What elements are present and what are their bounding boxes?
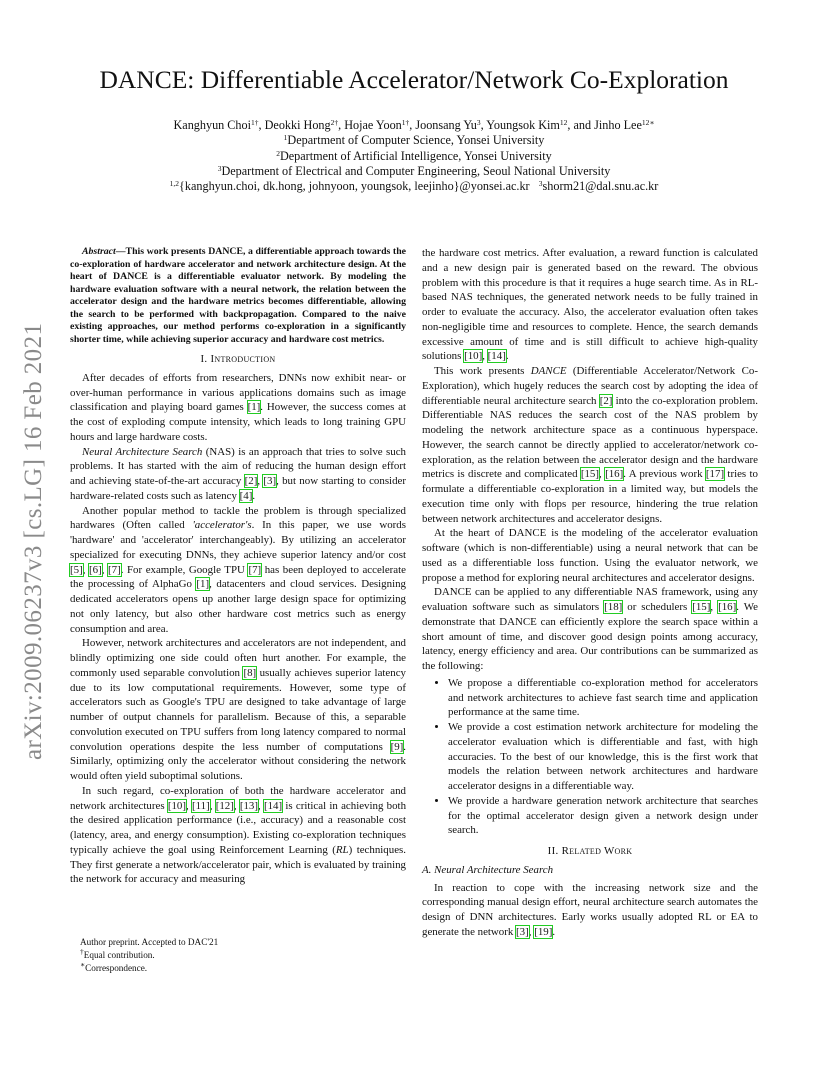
- author-name: Youngsok Kim: [486, 118, 560, 132]
- paragraph: This work presents DANCE (Differentiable Accelerator/Network Co-Exploration), which hugely reduces the search cost by adopting the idea of differentiable neural architecture search [2] into the co-exploration problem. Differentiable NAS reduces the search cost of the NAS problem by modeling the network architecture space as a continuous hyperspace. However, the search cannot be directly applied to accelerator/network co-exploration, as the relation between the accelerator design and the hardware metrics is discrete and complicated [15], [16]. A previous work [17] tries to formulate a differentiable co-exploration in a limited way, but models the execution time only with flops per resource, hindering the true relation between network architectures and accelerator designs.: [422, 365, 758, 525]
- citation-link[interactable]: [1]: [196, 578, 210, 591]
- author-name: Hojae Yoon: [344, 118, 402, 132]
- footnotes: [70, 936, 406, 975]
- author-name: Deokki Hong: [264, 118, 331, 132]
- affiliation-text: Department of Electrical and Computer Engineering, Seoul National University: [221, 163, 611, 178]
- left-column: [70, 246, 406, 887]
- paragraph: In such regard, co-exploration of both the hardware accelerator and network architectures [10], [11], [12], [13], [14] is critical in achieving both the desired application performance (i.e., accuracy) and a reasonable cost (latency, area, and energy consumption). Existing co-exploration techniques typically achieve the goal using Reinforcement Learning (RL) techniques. They first generate a network/accelerator pair, which is evaluated by training the network for accuracy and measuring: [70, 784, 407, 886]
- section-number: I.: [200, 353, 211, 365]
- author-name: Jinho Lee: [594, 118, 642, 132]
- author-name: Kanghyun Choi: [173, 118, 252, 132]
- author-sup: 1†: [251, 118, 259, 127]
- email-line: [0, 179, 828, 194]
- citation-link[interactable]: [17]: [705, 468, 725, 481]
- citation-link[interactable]: [18]: [604, 601, 623, 613]
- citation-link[interactable]: [2]: [599, 394, 613, 407]
- citation-link[interactable]: [15]: [692, 601, 711, 613]
- affiliation-text: Department of Computer Science, Yonsei University: [287, 133, 545, 148]
- citation-link[interactable]: [13]: [239, 799, 258, 812]
- affiliation-sup: 2: [276, 148, 280, 158]
- arxiv-identifier-stamp: arXiv:2009.06237v3 [cs.LG] 16 Feb 2021: [20, 322, 47, 760]
- footnote: †Equal contribution.: [80, 947, 155, 960]
- author-sup: 12: [559, 118, 568, 127]
- author-names: Kanghyun Choi$^{1\dagger}$, Deokki Hong$^{2\dagger}$, Hojae Yoon$^{1\dagger}$, Joonsang Yu$^3$, Youngsok Kim$^{12}$, and Jinho Lee$^{12∗}$: [173, 118, 655, 132]
- email-text: shorm21@dal.snu.ac.kr: [542, 179, 659, 194]
- section-heading-introduction: [70, 352, 406, 367]
- list-item: • We propose a differentiable co-exploration method for accelerators and network architectures to achieve fast search time and application performance at the same time.: [448, 676, 758, 720]
- paragraph: the hardware cost metrics. After evaluation, a reward function is calculated and a new design pair is generated based on the reward. The obvious problem with this procedure is that it requires a huge search time. As in RL-based NAS techniques, the generated network needs to be fully trained in order to evaluate the accuracy. Also, the accelerator evaluation often takes non-negligible time and resources to complete. Hence, the search demands excessive amount of time and is still difficult to achieve high-quality solutions [10], [14].: [422, 247, 758, 363]
- author-sup: 12∗: [641, 118, 655, 127]
- citation-link[interactable]: [16]: [605, 468, 624, 481]
- abstract-text: —This work presents DANCE, a differentiable approach towards the co-exploration of hardware accelerator and network architecture design. At the heart of DANCE is a differentiable evaluator network. By modeling the hardware evaluation software with a neural network, the relation between the accelerator design and the hardware metrics becomes differentiable, allowing the search to be performed with backpropagation. Compared to the naive existing approaches, our method performs co-exploration in a significantly shorter time, while achieving superior accuracy and hardware cost metrics.: [70, 246, 406, 345]
- citation-link[interactable]: [8]: [243, 666, 257, 679]
- author-sup: 3: [476, 118, 481, 127]
- section-heading-related-work: [422, 844, 758, 859]
- list-item: • We provide a hardware generation network architecture that searches for the optimal accelerator design given a network design under search.: [448, 794, 758, 838]
- paragraph: After decades of efforts from researchers, DNNs now exhibit near- or over-human performance in various applications domains such as image classification and playing board games [1]. However, the success comes at the cost of exploding compute intensity, which leads to long training GPU hours and large hardware costs.: [70, 371, 406, 443]
- citation-link[interactable]: [11]: [191, 799, 210, 812]
- paper-title: DANCE: Differentiable Accelerator/Network Co-Exploration: [99, 65, 729, 94]
- citation-link[interactable]: [19]: [534, 925, 553, 938]
- author-sup: 1†: [401, 118, 410, 127]
- citation-link[interactable]: [2]: [244, 475, 258, 487]
- paragraph: Another popular method to tackle the problem is through specialized hardwares (Often called 'accelerator's. In this paper, we use words 'hardware' and 'accelerator' interchangeably). By utilizing an accelerator specialized for executing DNNs, they achieve superior latency and/or cost [5], [6], [7]. For example, Google TPU [7] has been deployed to accelerate the processing of AlphaGo [1], datacenters and cloud services. Designing dedicated accelerators opens up another large design space for optimizing not only latency, but also other hardware cost metrics such as energy consumption and area.: [70, 504, 406, 635]
- citation-link[interactable]: [6]: [89, 563, 102, 576]
- citation-link[interactable]: [15]: [580, 468, 600, 481]
- abstract: [70, 246, 406, 346]
- citation-link[interactable]: [9]: [390, 740, 404, 753]
- right-column: [422, 246, 758, 940]
- citation-link[interactable]: [3]: [516, 925, 529, 938]
- citation-link[interactable]: [3]: [263, 475, 277, 487]
- citation-link[interactable]: [10]: [464, 350, 483, 363]
- affiliation: [0, 149, 828, 164]
- citation-link[interactable]: [16]: [718, 601, 737, 613]
- citation-link[interactable]: [10]: [167, 799, 186, 812]
- affiliation-text: Department of Artificial Intelligence, Yonsei University: [279, 148, 552, 163]
- email-sup: 3: [538, 179, 543, 189]
- paragraph: However, network architectures and accelerators are not independent, and blindly optimizing one side could often hurt another. For example, the commonly used separable convolution [8] usually achieves superior latency due to its low computational requirements. However, some type of accelerators such as Google's TPU are designed to take advantage of large number of output channels for parallelism. Because of this, a separable convolution executed on TPU suffers from long latency compared to normal convolution operations despite the less number of computations [9]. Similarly, optimizing only the accelerator without considering the network would often yield suboptimal solutions.: [70, 637, 406, 782]
- affiliation-sup: 3: [217, 163, 222, 173]
- affiliation-sup: 1: [283, 133, 288, 143]
- section-number: II.: [547, 845, 562, 857]
- citation-link[interactable]: [4]: [239, 489, 253, 502]
- email-sup: 1,2: [169, 179, 180, 189]
- footnote: Author preprint. Accepted to DAC'21: [80, 937, 219, 947]
- paragraph: DANCE can be applied to any differentiable NAS framework, using any evaluation software such as simulators [18] or schedulers [15], [16]. We demonstrate that DANCE can efficiently explore the search space within a short amount of time, and discover good design points among accuracy, latency, energy efficiency and area. Our contributions can be summarized as the following:: [422, 586, 758, 672]
- abstract-label: Abstract: [82, 246, 116, 257]
- contributions-list: [422, 676, 758, 838]
- author-block: [0, 118, 828, 194]
- paragraph: Neural Architecture Search (NAS) is an approach that tries to solve such problems. It has started with the aim of reducing the human design effort and achieving state-of-the-art accuracy [2], [3], but now starting to consider hardware-related costs such as latency [4].: [70, 445, 407, 502]
- email-text: {kanghyun.choi, dk.hong, johnyoon, youngsok, leejinho}@yonsei.ac.kr: [179, 179, 530, 194]
- citation-link[interactable]: [14]: [263, 799, 283, 812]
- list-item: • We provide a cost estimation network architecture for modeling the accelerator evaluation which is differentiable and fast, with high accuracies. To the best of our knowledge, this is the first work that models the relation between network architectures and hardware accelerator designs in a differentiable way.: [448, 720, 758, 794]
- affiliation: [0, 164, 828, 179]
- author-sup: 2†: [330, 118, 339, 127]
- citation-link[interactable]: [5]: [70, 563, 83, 576]
- affiliation: [0, 133, 828, 148]
- paragraph: In reaction to cope with the increasing network size and the corresponding manual design effort, neural architecture search automates the design of DNN architectures. Early works usually adopted RL or EA to generate the network [3], [19].: [422, 881, 758, 938]
- author-name: Joonsang Yu: [415, 118, 477, 132]
- citation-link[interactable]: [7]: [108, 563, 121, 576]
- section-title: Introduction: [210, 353, 276, 365]
- section-title: Related Work: [561, 845, 633, 857]
- citation-link[interactable]: [1]: [247, 401, 261, 414]
- subsection-heading: A. Neural Architecture Search: [422, 863, 554, 876]
- citation-link[interactable]: [14]: [487, 350, 506, 363]
- footnote: ∗Correspondence.: [80, 960, 148, 973]
- citation-link[interactable]: [7]: [248, 563, 262, 576]
- citation-link[interactable]: [12]: [215, 799, 234, 812]
- paragraph: At the heart of DANCE is the modeling of the accelerator evaluation software (which is non-differentiable) using a neural network that can be used as a differentiable loss function. Using the evaluator network, we propose a method for exploring neural architectures and accelerator designs.: [422, 527, 758, 584]
